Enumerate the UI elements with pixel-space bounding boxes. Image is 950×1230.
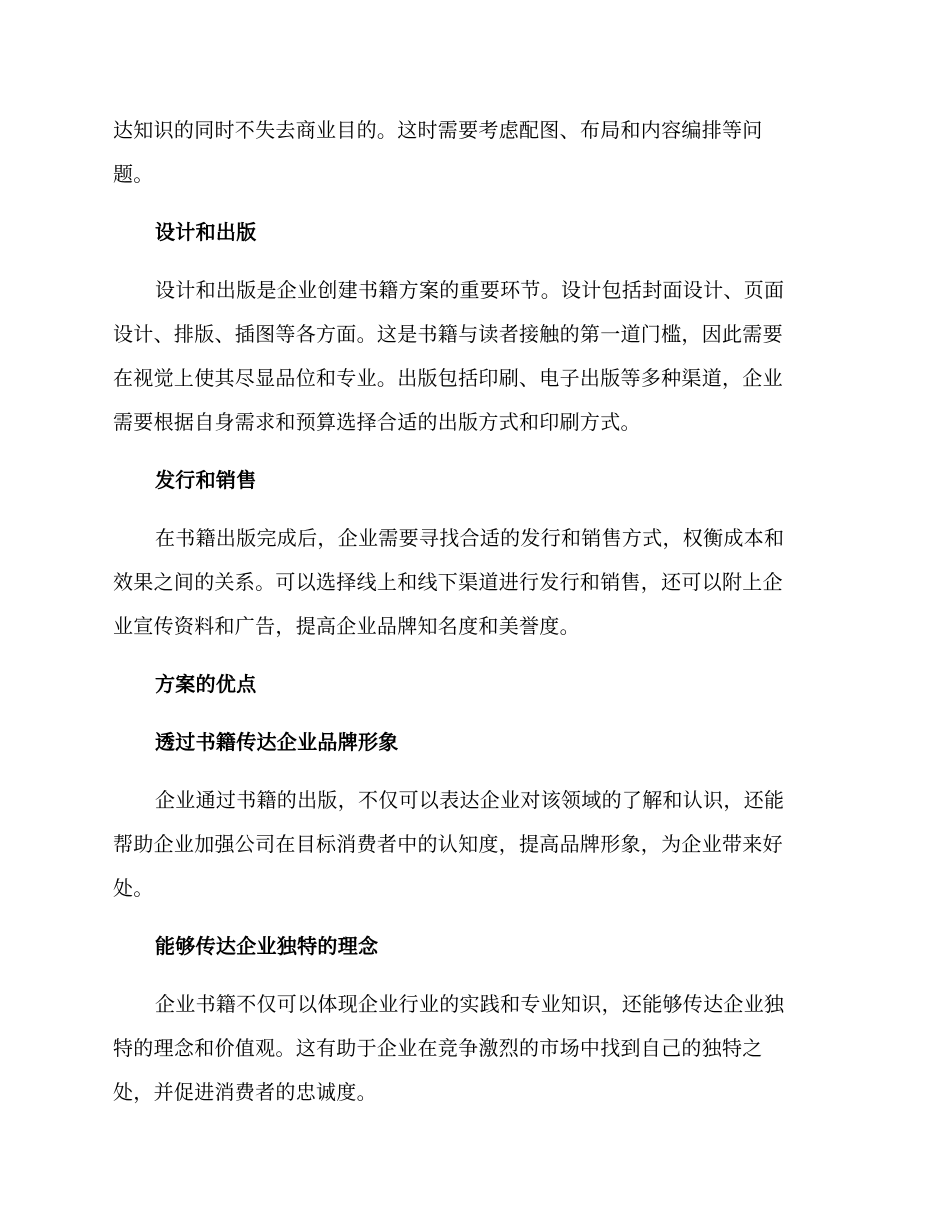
document-body [113, 108, 833, 1128]
heading-design-publishing: 设计和出版 [155, 220, 257, 244]
paragraph-unique-philosophy [113, 982, 833, 1114]
paragraph-brand-image [113, 778, 833, 910]
text-line: 达知识的同时不失去商业目的。这时需要考虑配图、布局和内容编排等问 [113, 118, 763, 142]
heading-unique-philosophy: 能够传达企业独特的理念 [155, 934, 379, 958]
paragraph-continuation [113, 108, 833, 196]
heading-advantages: 方案的优点 [155, 672, 257, 696]
text-line: 设计、排版、插图等各方面。这是书籍与读者接触的第一道门槛，因此需要 [113, 322, 783, 346]
text-line: 业宣传资料和广告，提高企业品牌知名度和美誉度。 [113, 614, 580, 638]
text-line: 设计和出版是企业创建书籍方案的重要环节。设计包括封面设计、页面 [155, 278, 785, 302]
text-line: 特的理念和价值观。这有助于企业在竞争激烈的市场中找到自己的独特之 [113, 1036, 763, 1060]
text-line: 处。 [113, 876, 154, 900]
paragraph-design-publishing [113, 268, 833, 444]
text-line: 处，并促进消费者的忠诚度。 [113, 1080, 377, 1104]
text-line: 帮助企业加强公司在目标消费者中的认知度，提高品牌形象，为企业带来好 [113, 832, 783, 856]
text-line: 企业通过书籍的出版，不仅可以表达企业对该领域的了解和认识，还能 [155, 788, 785, 812]
heading-distribution-sales: 发行和销售 [155, 468, 257, 492]
text-line: 企业书籍不仅可以体现企业行业的实践和专业知识，还能够传达企业独 [155, 992, 785, 1016]
text-line: 效果之间的关系。可以选择线上和线下渠道进行发行和销售，还可以附上企 [113, 570, 783, 594]
heading-brand-image: 透过书籍传达企业品牌形象 [155, 730, 399, 754]
paragraph-distribution-sales [113, 516, 833, 648]
text-line: 在书籍出版完成后，企业需要寻找合适的发行和销售方式，权衡成本和 [155, 526, 785, 550]
text-line: 在视觉上使其尽显品位和专业。出版包括印刷、电子出版等多种渠道，企业 [113, 366, 783, 390]
text-line: 题。 [113, 162, 154, 186]
text-line: 需要根据自身需求和预算选择合适的出版方式和印刷方式。 [113, 410, 641, 434]
